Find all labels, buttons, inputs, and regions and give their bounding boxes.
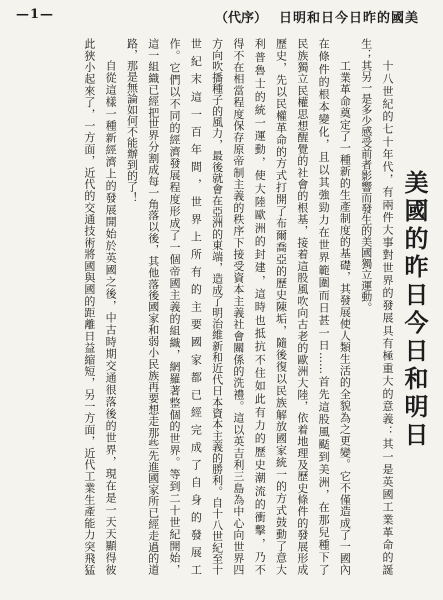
text-column: 歷史，先以民權革命的方式打開了布爾喬亞的歷史陳垢，隨後復以民族解放國家統一的方式鼓動了意大 — [274, 38, 288, 575]
text-column: 方向吹播種子的風力，最後就會在亞洲的東端，造成了明治維新和近代日本資本主義的勝利。自十八世紀至十 — [210, 38, 224, 575]
text-column: 利普魯士的統一運動，使大陸歐洲的封建，這時也抵抗不住如此有力的歷史潮流的衝擊，乃不 — [253, 38, 267, 575]
text-column: 路，那是無論如何不能辦到的了！ — [125, 38, 139, 203]
text-column: 此狹小起來了，一方面，近代的交通技術將國與國的距離日益縮短，另一方面，近代工業生產能力突飛猛 — [82, 38, 96, 575]
text-column: 世紀末這一百年間，世界上所有的主要國家都已經完成了自身的發展工 — [189, 38, 203, 575]
text-column: 得不在相當程度保存原帝制主義的秩序下接受資本主義社會關係的洗禮。這以英吉利三島為中心向世界四 — [231, 38, 245, 575]
running-header-title: 美國的昨日今日和明日 — [278, 11, 419, 26]
text-column: 工業革命奠定了一種新的生產制度的基礎，其發展使人類生活的全貌為之更變。它不僅造成了一國內 — [338, 60, 352, 575]
article-title: 美國的昨日今日和明日 — [400, 169, 429, 450]
text-column: 這一組織已經把世界分割成每一角落以後，其他落後國家和弱小民族再要想走那些先進國家所已經走過的道 — [146, 38, 160, 575]
text-column: 作。它們以不同的經濟發展程度形成了一個帝國主義的組織，網羅著整個的世界。等到二十世紀開始， — [168, 38, 182, 575]
vertical-text-body — [70, 38, 432, 578]
text-column: 生；其另一是多少感受前者影響而發生的美國獨立運動。 — [359, 38, 373, 313]
article-title-block — [398, 38, 432, 575]
text-column: 十八世紀的七十年代，有兩件大事對世界的發展具有極重大的意義：其一是英國工業革命的誕 — [381, 60, 394, 575]
text-column: 在條件的根本變化，且以其強勁力在世界範圍而日甚一日……首先這股風颳到美洲，在那兒種下了 — [317, 38, 331, 575]
page-number: —1— — [16, 7, 55, 22]
text-column: 民族獨立民權思想醒覺的社會的根基，接着這股風吹向古老的歐洲大陸，依着地理及歷史條件的發展形成 — [295, 38, 309, 575]
text-column: 自從這樣一種新經濟上的發展開始於英國之後，中古時期交通很落後的世界，現在是一天天顯得彼 — [104, 60, 118, 575]
running-header-note: （代序） — [214, 11, 267, 26]
